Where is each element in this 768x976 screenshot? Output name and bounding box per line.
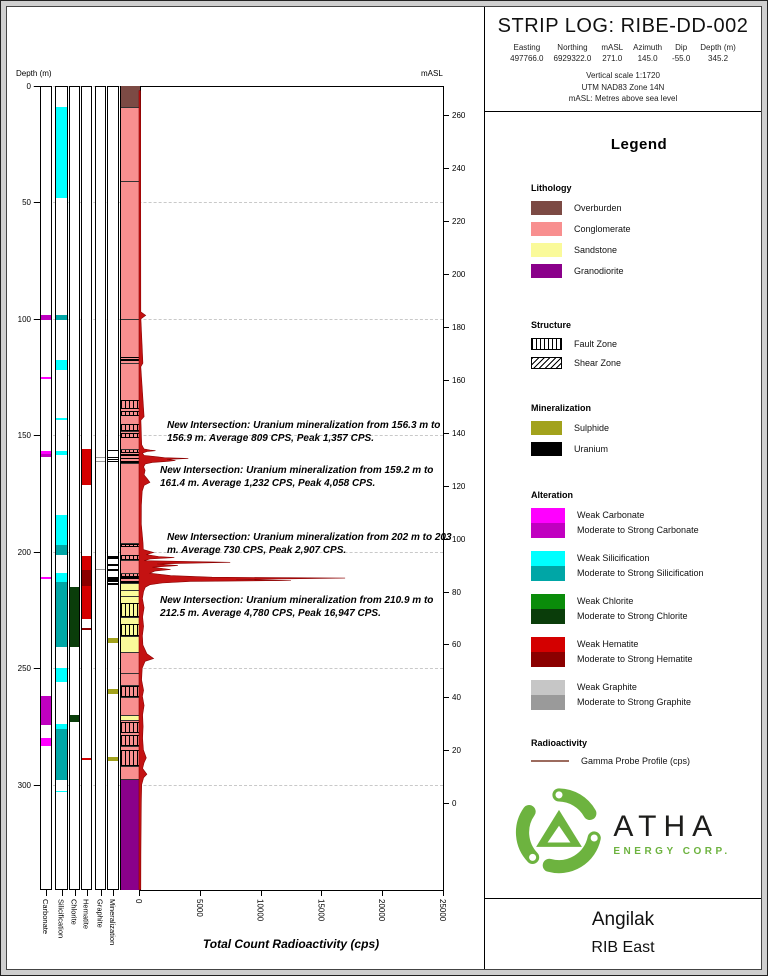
track-tick: [101, 890, 102, 896]
interval-boundary: [121, 107, 140, 108]
depth-tick-label: 50: [22, 198, 31, 208]
structure-zone: [121, 424, 140, 431]
collar-field-value: 345.2: [708, 54, 729, 63]
structure-zone: [121, 544, 140, 547]
track-tick: [87, 890, 88, 896]
legend: [485, 112, 761, 777]
weak-swatch: [531, 508, 565, 523]
collar-field-label: mASL: [601, 43, 624, 52]
interval-boundary: [121, 583, 140, 584]
lithology-item: [531, 264, 747, 278]
alteration-swatches: [531, 637, 565, 667]
carbonate-track: [40, 86, 52, 890]
alteration-labels: [577, 680, 691, 710]
collar-field-label: Azimuth: [633, 43, 663, 52]
silicification-interval: [56, 573, 67, 582]
project-name: Angilak: [591, 909, 655, 930]
masl-tick: [443, 221, 449, 222]
hematite-interval: [82, 556, 91, 570]
mineralization-item: [531, 442, 747, 456]
lithology-overburden: [121, 86, 140, 107]
masl-tick: [443, 803, 449, 804]
cps-tick: [321, 890, 322, 896]
masl-tick: [443, 697, 449, 698]
intersection-annotation: New Intersection: Uranium mineralization from 210.9 m to 212.5 m. Average 4,780 CPS, Peak 16,947 CPS.: [160, 595, 434, 619]
strong-swatch: [531, 566, 565, 581]
chlorite-interval: [70, 715, 79, 722]
lithology-item-swatch: [531, 264, 562, 278]
strong-label: Moderate to Strong Graphite: [577, 696, 692, 707]
note-utm: UTM NAD83 Zone 14N: [581, 82, 665, 92]
structure-zone: [121, 400, 140, 408]
structure-zone: [121, 411, 140, 416]
intersection-annotation: New Intersection: Uranium mineralization from 202 m to 203 m. Average 730 CPS, Peak 2,907 CPS.: [167, 532, 452, 556]
masl-tick-label: 220: [452, 216, 466, 226]
silicification-interval: [56, 418, 67, 420]
legend-alteration: [531, 490, 747, 710]
cps-axis-title: Total Count Radioactivity (cps): [202, 937, 380, 951]
track-name-label: Hematite: [81, 899, 91, 930]
interval-boundary: [121, 720, 140, 721]
collar-field: [510, 43, 543, 63]
masl-tick: [443, 327, 449, 328]
cps-tick-label: 0: [134, 899, 143, 904]
sulphide-interval: [108, 689, 118, 694]
interval-boundary: [121, 652, 140, 653]
depth-tick-label: 0: [26, 82, 31, 91]
track-name-label: Chlorite: [69, 899, 79, 925]
structure-zone: [121, 603, 140, 617]
structure-zone: [121, 454, 140, 464]
legend-mineralization: [531, 403, 747, 456]
collar-field: [554, 43, 592, 63]
mineralization-item-label: Sulphide: [574, 422, 610, 433]
structure-heading: Structure: [531, 319, 572, 330]
company-logo: [485, 787, 761, 880]
collar-field-label: Northing: [557, 43, 588, 52]
logo-subtitle: ENERGY CORP.: [613, 846, 731, 857]
cps-tick-label: 5000: [194, 899, 204, 917]
weak-label: Weak Chlorite: [577, 595, 634, 606]
gamma-line-sample: [531, 760, 569, 762]
carbonate-interval: [41, 696, 51, 725]
masl-tick-label: 20: [452, 746, 461, 756]
track-name-label: Mineralization: [108, 899, 117, 946]
cps-tick: [139, 890, 140, 896]
collar-field-label: Depth (m): [700, 43, 736, 52]
header-box: [485, 7, 761, 112]
legend-title: Legend: [610, 135, 668, 153]
footer-box: [485, 898, 761, 969]
hematite-interval: [82, 570, 91, 585]
mineralization-track: [107, 86, 119, 890]
masl-tick-label: 180: [452, 322, 466, 332]
strong-swatch: [531, 695, 565, 710]
interval-boundary: [121, 590, 140, 591]
silicification-interval: [56, 360, 67, 370]
collar-field-value: 497766.0: [510, 54, 544, 63]
masl-tick: [443, 380, 449, 381]
silicification-interval: [56, 791, 67, 793]
track-tick: [62, 890, 63, 896]
mineralization-item-swatch: [531, 421, 562, 435]
strong-label: Moderate to Strong Hematite: [577, 653, 693, 664]
carbonate-interval: [41, 451, 51, 454]
collar-field-value: -55.0: [672, 54, 691, 63]
mineralization-heading: Mineralization: [531, 402, 592, 413]
interval-boundary: [121, 685, 140, 686]
graphite-interval: [96, 569, 105, 570]
track-tick: [113, 890, 114, 896]
structure-item-swatch: [531, 338, 562, 350]
masl-tick-label: 140: [452, 428, 466, 438]
uranium-interval: [108, 457, 118, 458]
chlorite-track: [69, 86, 80, 890]
uranium-interval: [108, 564, 118, 566]
collar-field-value: 6929322.0: [553, 54, 592, 63]
note-scale: Vertical scale 1:1720: [586, 71, 660, 80]
mineralization-item: [531, 421, 747, 435]
area-name: RIB East: [591, 939, 655, 956]
weak-label: Weak Graphite: [577, 681, 637, 692]
weak-swatch: [531, 551, 565, 566]
radioactivity-heading: Radioactivity: [531, 737, 588, 748]
masl-tick-label: 260: [452, 111, 466, 121]
note-masl: mASL: Metres above sea level: [568, 94, 678, 104]
collar-field: [672, 43, 690, 63]
masl-tick: [443, 592, 449, 593]
weak-label: Weak Hematite: [577, 638, 639, 649]
lithology-item-label: Granodiorite: [574, 265, 624, 276]
sulphide-interval: [108, 638, 118, 643]
silicification-interval: [56, 315, 67, 320]
uranium-interval: [108, 461, 118, 462]
interval-boundary: [121, 363, 140, 364]
strip-log-chart: [7, 7, 484, 969]
interval-boundary: [121, 697, 140, 698]
sulphide-interval: [108, 757, 118, 762]
hematite-track: [81, 86, 92, 890]
track-name-label: Silicification: [56, 899, 66, 939]
intersection-annotation: New Intersection: Uranium mineralization from 159.2 m to 161.4 m. Average 1,232 CPS, Peak 4,058 CPS.: [160, 465, 434, 489]
masl-tick-label: 100: [452, 534, 466, 544]
masl-tick-label: 0: [452, 799, 457, 809]
mineralization-item-swatch: [531, 442, 562, 456]
collar-field-label: Easting: [513, 43, 541, 52]
hematite-interval: [82, 628, 91, 630]
interval-boundary: [121, 431, 140, 432]
interval-boundary: [121, 573, 140, 574]
interval-boundary: [121, 673, 140, 674]
lithology-conglomerate: [121, 107, 140, 583]
alteration-swatches: [531, 680, 565, 710]
alteration-labels: [577, 637, 693, 667]
graphite-track: [95, 86, 106, 890]
interval-boundary: [121, 463, 140, 464]
silicification-interval: [56, 515, 67, 545]
interval-boundary: [121, 449, 140, 450]
track-name-label: Carbonate: [41, 899, 50, 935]
legend-structure: [531, 320, 747, 369]
alteration-labels: [577, 508, 699, 538]
alteration-swatches: [531, 594, 565, 624]
strong-swatch: [531, 609, 565, 624]
alteration-item: [531, 508, 747, 538]
interval-boundary: [121, 746, 140, 747]
uranium-interval: [108, 569, 118, 571]
interval-boundary: [121, 617, 140, 618]
masl-tick-label: 120: [452, 481, 466, 491]
masl-tick-label: 40: [452, 693, 461, 703]
interval-boundary: [121, 766, 140, 767]
masl-tick: [443, 168, 449, 169]
masl-tick-label: 240: [452, 164, 466, 174]
uranium-interval: [108, 556, 118, 558]
logo-name: ATHA: [613, 810, 720, 843]
atha-logo-icon: [515, 787, 603, 880]
masl-tick-label: 160: [452, 375, 466, 385]
lithology-item-swatch: [531, 222, 562, 236]
lithology-item-swatch: [531, 243, 562, 257]
legend-lithology: [531, 183, 747, 278]
structure-zone: [121, 686, 140, 698]
structure-item-label: Fault Zone: [574, 338, 618, 349]
interval-boundary: [121, 181, 140, 182]
depth-tick-label: 150: [17, 431, 31, 441]
lithology-granodiorite: [121, 779, 140, 890]
lithology-conglomerate: [121, 652, 140, 715]
structure-item: [531, 338, 747, 350]
depth-tick-label: 100: [17, 314, 31, 324]
lithology-item-label: Overburden: [574, 202, 622, 213]
chart-canvas: [7, 7, 484, 973]
track-name-label: Graphite: [95, 899, 105, 928]
alteration-swatches: [531, 551, 565, 581]
cps-tick: [261, 890, 262, 896]
hematite-interval: [82, 758, 91, 760]
cps-axis-line: [139, 890, 444, 891]
masl-tick: [443, 750, 449, 751]
depth-tick-label: 200: [17, 547, 31, 557]
silicification-interval: [56, 451, 67, 456]
collar-field: [700, 43, 736, 63]
alteration-heading: Alteration: [531, 489, 574, 500]
weak-label: Weak Carbonate: [577, 509, 645, 520]
alteration-item: [531, 594, 747, 624]
carbonate-interval: [41, 738, 51, 746]
legend-radioactivity: [531, 738, 747, 766]
silicification-interval: [56, 545, 67, 555]
cps-tick-label: 25000: [438, 899, 447, 922]
lithology-item-label: Conglomerate: [574, 223, 631, 234]
cps-tick: [382, 890, 383, 896]
carbonate-interval: [41, 577, 51, 579]
lithology-item: [531, 243, 747, 257]
radioactivity-item: [531, 756, 747, 766]
interval-boundary: [121, 779, 140, 780]
lithology-heading: Lithology: [531, 182, 572, 193]
cps-tick: [200, 890, 201, 896]
strong-swatch: [531, 652, 565, 667]
mineralization-item-label: Uranium: [574, 443, 609, 454]
alteration-item: [531, 637, 747, 667]
alteration-labels: [577, 551, 704, 581]
structure-zone: [121, 624, 140, 636]
interval-boundary: [121, 560, 140, 561]
structure-item-swatch: [531, 357, 562, 369]
collar-field-value: 145.0: [637, 54, 658, 63]
silicification-interval: [56, 582, 67, 647]
carbonate-interval: [41, 377, 51, 379]
masl-tick-label: 60: [452, 640, 461, 650]
cps-tick-label: 15000: [316, 899, 326, 922]
weak-label: Weak Silicification: [577, 552, 650, 563]
structure-zone: [121, 433, 140, 438]
lithology-item-swatch: [531, 201, 562, 215]
uranium-interval: [108, 450, 118, 451]
lithology-item-label: Sandstone: [574, 244, 618, 255]
carbonate-interval: [41, 454, 51, 456]
masl-tick-label: 200: [452, 269, 466, 279]
cps-tick-label: 20000: [377, 899, 387, 922]
depth-tick-label: 250: [17, 664, 31, 674]
info-panel: [484, 7, 761, 969]
track-tick: [75, 890, 76, 896]
masl-axis-title: mASL: [421, 69, 443, 78]
masl-tick: [443, 115, 449, 116]
masl-tick: [443, 274, 449, 275]
weak-swatch: [531, 680, 565, 695]
structure-item: [531, 357, 747, 369]
sheet-title: STRIP LOG: RIBE-DD-002: [497, 15, 749, 37]
collar-field-label: Dip: [675, 43, 688, 52]
intersection-annotation: New Intersection: Uranium mineralization from 156.3 m to 156.9 m. Average 809 CPS, Peak 1,357 CPS.: [167, 420, 441, 444]
collar-field: [633, 43, 662, 63]
uranium-interval: [108, 583, 118, 584]
strong-swatch: [531, 523, 565, 538]
cps-tick: [443, 890, 444, 896]
alteration-item: [531, 551, 747, 581]
interval-boundary: [121, 715, 140, 716]
masl-tick: [443, 644, 449, 645]
track-tick: [46, 890, 47, 896]
depth-axis-title: Depth (m): [16, 69, 52, 78]
strong-label: Moderate to Strong Silicification: [577, 567, 704, 578]
masl-tick-label: 80: [452, 587, 461, 597]
lithology-item: [531, 201, 747, 215]
depth-tick-label: 300: [17, 780, 31, 790]
hematite-interval: [82, 586, 91, 620]
structure-zone: [121, 735, 140, 747]
alteration-swatches: [531, 508, 565, 538]
interval-boundary: [121, 596, 140, 597]
graphite-interval: [96, 461, 105, 462]
alteration-item: [531, 680, 747, 710]
structure-zone: [121, 722, 140, 734]
hematite-interval: [82, 449, 91, 485]
weak-swatch: [531, 594, 565, 609]
strong-label: Moderate to Strong Chlorite: [577, 610, 688, 621]
graphite-interval: [96, 457, 105, 458]
interval-boundary: [121, 543, 140, 544]
silicification-interval: [56, 729, 67, 780]
alteration-labels: [577, 594, 688, 624]
radioactivity-label: Gamma Probe Profile (cps): [581, 755, 691, 766]
lithology-item: [531, 222, 747, 236]
chlorite-interval: [70, 587, 79, 648]
structure-zone: [121, 750, 140, 766]
carbonate-interval: [41, 315, 51, 320]
logo-wordmark: [613, 810, 730, 857]
silicification-interval: [56, 107, 67, 198]
uranium-interval: [108, 577, 118, 582]
interval-boundary: [121, 319, 140, 320]
cps-tick-label: 10000: [255, 899, 265, 922]
collar-fields: [491, 43, 755, 63]
structure-zone: [121, 357, 140, 360]
strong-label: Moderate to Strong Carbonate: [577, 524, 699, 535]
weak-swatch: [531, 637, 565, 652]
collar-field-value: 271.0: [602, 54, 623, 63]
interval-boundary: [121, 636, 140, 637]
collar-field: [601, 43, 623, 63]
silicification-interval: [56, 668, 67, 682]
sheet-inner: [6, 6, 762, 970]
header-notes: [491, 70, 755, 105]
structure-item-label: Shear Zone: [574, 357, 622, 368]
